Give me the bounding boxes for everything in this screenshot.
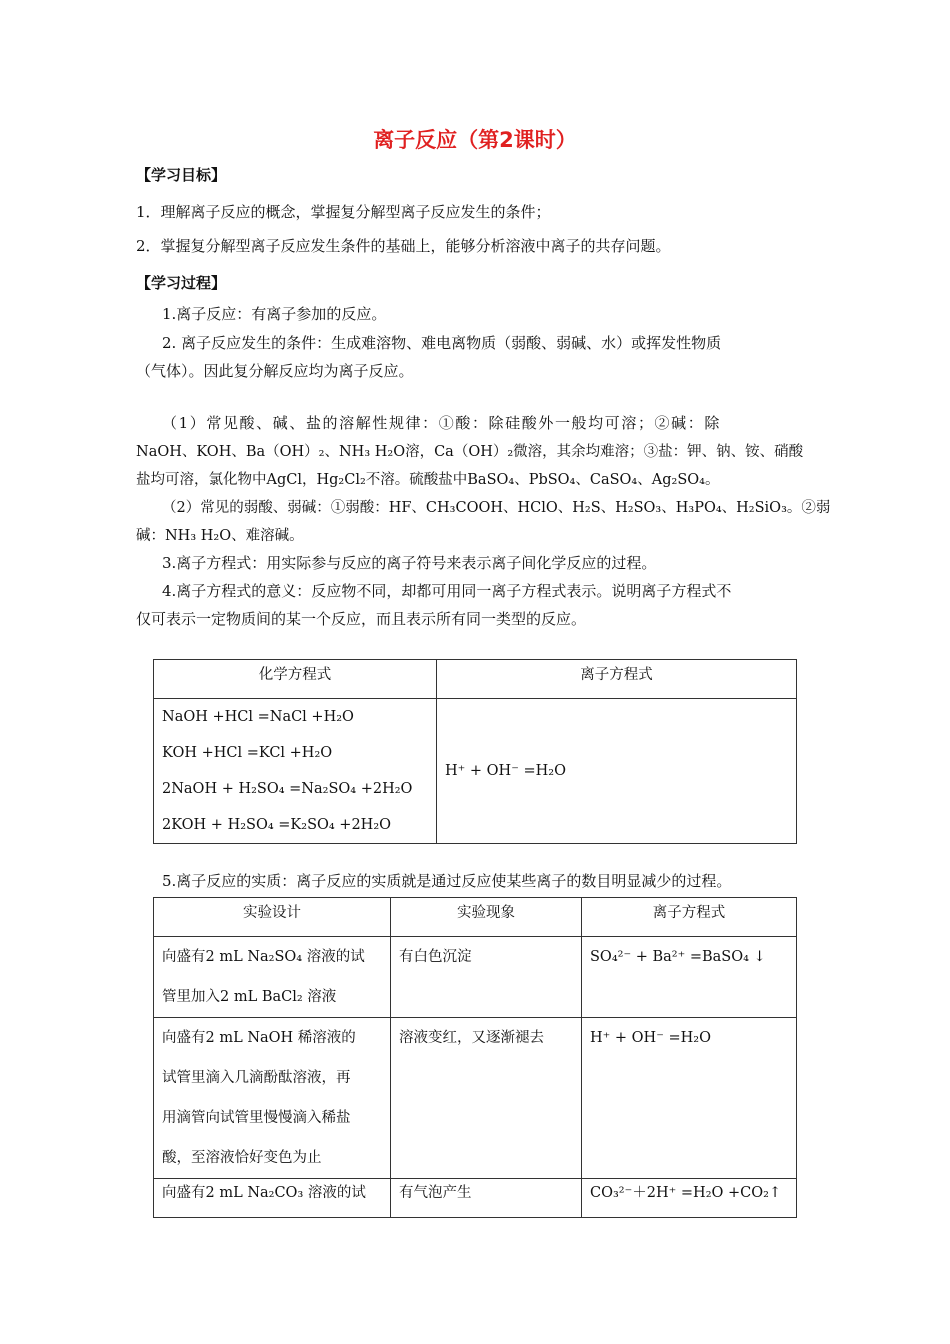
header-ionic-equation: 离子方程式 <box>582 898 797 937</box>
phenomenon-cell: 有气泡产生 <box>391 1179 582 1218</box>
table-row <box>154 1179 797 1218</box>
phenomenon-cell: 溶液变红，又逐渐褪去 <box>391 1018 582 1179</box>
design-line: 管里加入2 mL BaCl₂ 溶液 <box>162 989 337 1005</box>
paragraph-4a: （2）常见的弱酸、弱碱：①弱酸：HF、CH₃COOH、HClO、H₂S、H₂SO₃、H₃PO₄、H₂SiO₃。②弱 <box>162 500 831 516</box>
section-heading-process: 【学习过程】 <box>136 274 227 292</box>
page-title: 离子反应（第2课时） <box>373 128 577 152</box>
equation-table <box>153 659 797 844</box>
chemical-equation: 2NaOH + H₂SO₄ =Na₂SO₄ +2H₂O <box>162 781 413 797</box>
design-cell <box>154 937 391 1018</box>
design-line: 向盛有2 mL Na₂SO₄ 溶液的试 <box>162 949 365 965</box>
ionic-equation-cell: H⁺ + OH⁻ =H₂O <box>437 699 797 844</box>
experiment-table <box>153 897 797 1218</box>
paragraph-3b: NaOH、KOH、Ba（OH）₂、NH₃ H₂O溶，Ca（OH）₂微溶，其余均难溶；③盐：钾、钠、铵、硝酸 <box>136 444 804 460</box>
design-line: 向盛有2 mL Na₂CO₃ 溶液的试 <box>162 1185 366 1201</box>
paragraph-5: 3.离子方程式：用实际参与反应的离子符号来表示离子间化学反应的过程。 <box>162 554 657 572</box>
chemical-equations-cell <box>154 699 437 844</box>
equation-cell: SO₄²⁻ + Ba²⁺ =BaSO₄ ↓ <box>582 937 797 1018</box>
design-line: 向盛有2 mL NaOH 稀溶液的 <box>162 1030 356 1046</box>
header-ionic-equation: 离子方程式 <box>437 660 797 699</box>
header-chemical-equation: 化学方程式 <box>154 660 437 699</box>
section-heading-goals: 【学习目标】 <box>136 166 227 184</box>
chemical-equation: 2KOH + H₂SO₄ =K₂SO₄ +2H₂O <box>162 817 392 833</box>
paragraph-6a: 4.离子方程式的意义：反应物不同，却都可用同一离子方程式表示。说明离子方程式不 <box>162 582 732 600</box>
table-row <box>154 937 797 1018</box>
goal-item-2: 2．掌握复分解型离子反应发生条件的基础上，能够分析溶液中离子的共存问题。 <box>136 237 671 255</box>
design-line: 酸，至溶液恰好变色为止 <box>162 1150 322 1166</box>
table-row <box>154 1018 797 1179</box>
chemical-equation: KOH +HCl =KCl +H₂O <box>162 745 333 761</box>
design-line: 试管里滴入几滴酚酞溶液，再 <box>162 1070 351 1086</box>
goal-item-1: 1．理解离子反应的概念，掌握复分解型离子反应发生的条件； <box>136 203 551 221</box>
paragraph-6b: 仅可表示一定物质间的某一个反应，而且表示所有同一类型的反应。 <box>136 610 587 628</box>
header-phenomenon: 实验现象 <box>391 898 582 937</box>
paragraph-1: 1.离子反应：有离子参加的反应。 <box>162 305 387 323</box>
chemical-equation: NaOH +HCl =NaCl +H₂O <box>162 709 354 725</box>
paragraph-3a: （1）常见酸、碱、盐的溶解性规律：①酸：除硅酸外一般均可溶；②碱：除 <box>162 414 721 432</box>
design-cell <box>154 1018 391 1179</box>
paragraph-3c: 盐均可溶，氯化物中AgCl，Hg₂Cl₂不溶。硫酸盐中BaSO₄、PbSO₄、CaSO₄、Ag₂SO₄。 <box>136 472 720 488</box>
equation-cell: CO₃²⁻＋2H⁺ =H₂O +CO₂↑ <box>582 1179 797 1218</box>
header-design: 实验设计 <box>154 898 391 937</box>
phenomenon-cell: 有白色沉淀 <box>391 937 582 1018</box>
design-cell <box>154 1179 391 1218</box>
paragraph-7: 5.离子反应的实质：离子反应的实质就是通过反应使某些离子的数目明显减少的过程。 <box>162 872 732 890</box>
design-line: 用滴管向试管里慢慢滴入稀盐 <box>162 1110 351 1126</box>
paragraph-2b: （气体）。因此复分解反应均为离子反应。 <box>136 362 414 380</box>
paragraph-4b: 碱：NH₃ H₂O、难溶碱。 <box>136 528 304 544</box>
paragraph-2a: 2. 离子反应发生的条件：生成难溶物、难电离物质（弱酸、弱碱、水）或挥发性物质 <box>162 334 722 352</box>
equation-cell: H⁺ + OH⁻ =H₂O <box>582 1018 797 1179</box>
